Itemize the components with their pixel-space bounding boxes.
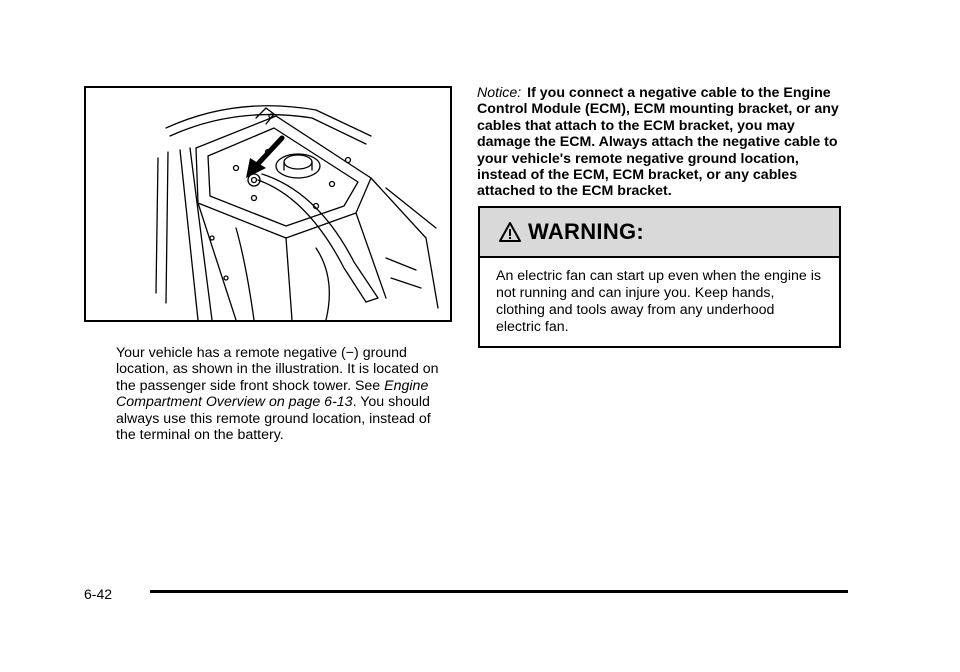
paragraph-text: Your vehicle has a remote negative (−) ground location, as shown in the illustration. It is located on the passenger side front shock tower. See bbox=[116, 345, 439, 394]
warning-text: An electric fan can start up even when the engine is not running and can injure you. Keep hands, clothing and tools away from any underhood electric fan. bbox=[496, 268, 821, 335]
warning-title: WARNING: bbox=[528, 219, 645, 244]
ground-location-paragraph bbox=[116, 345, 446, 443]
warning-box bbox=[478, 206, 841, 348]
ground-location-illustration bbox=[84, 86, 452, 322]
notice-label: Notice: bbox=[477, 85, 522, 101]
caution-triangle-icon bbox=[498, 221, 522, 243]
arrow-icon bbox=[246, 138, 282, 178]
page-cross-reference[interactable]: Engine Compartment Overview on page 6-13 bbox=[116, 377, 429, 411]
footer-divider bbox=[150, 590, 848, 593]
warning-header bbox=[480, 208, 839, 258]
paragraph-text-continued: . You should always use this remote ground location, instead of the terminal on the battery. bbox=[116, 394, 431, 444]
notice-text: If you connect a negative cable to the Engine Control Module (ECM), ECM mounting bracket, or any cables that attach to the ECM bracket, you may damage the ECM. Always attach the negative cable to your vehicle's remote negative ground location, instead of the ECM, ECM bracket, or any cables attached to the ECM bracket. bbox=[477, 85, 839, 200]
page-number: 6-42 bbox=[84, 586, 113, 602]
notice-paragraph bbox=[477, 85, 847, 200]
engine-compartment-drawing bbox=[86, 88, 450, 320]
